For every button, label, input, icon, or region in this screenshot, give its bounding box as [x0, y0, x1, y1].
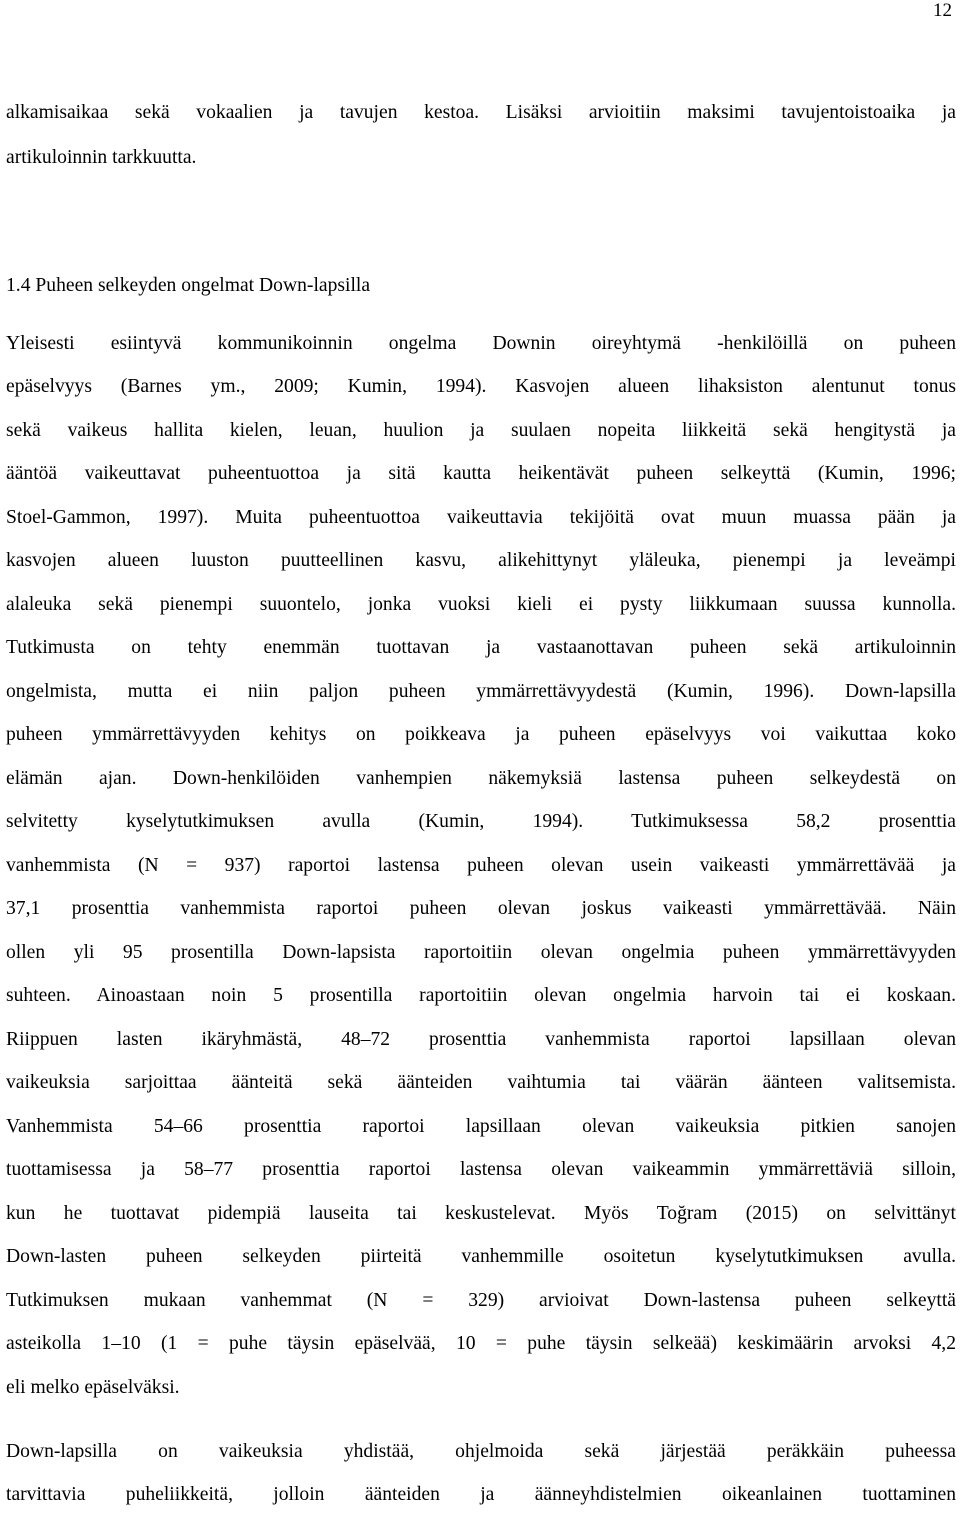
paragraph-line: ääntöä vaikeuttavat puheentuottoa ja sitä kautta heikentävät puheen selkeyttä (Kumin, 1996; [6, 463, 956, 484]
paragraph-line: selvitetty kyselytutkimuksen avulla (Kumin, 1994). Tutkimuksessa 58,2 prosenttia [6, 811, 956, 832]
paragraph-line: vaikeuksia sarjoittaa äänteitä sekä äänteiden vaihtumia tai väärän äänteen valitsemista. [6, 1072, 956, 1093]
paragraph-line: sekä vaikeus hallita kielen, leuan, huulion ja suulaen nopeita liikkeitä sekä hengitystä ja [6, 420, 956, 441]
section-heading: 1.4 Puheen selkeyden ongelmat Down-lapsilla [6, 275, 371, 296]
paragraph-line: alaleuka sekä pienempi suuontelo, jonka vuoksi kieli ei pysty liikkumaan suussa kunnolla. [6, 594, 956, 615]
paragraph-line: asteikolla 1–10 (1 = puhe täysin epäselvää, 10 = puhe täysin selkeää) keskimäärin arvoksi 4,2 [6, 1333, 956, 1354]
paragraph-line: eli melko epäselväksi. [6, 1377, 180, 1398]
paragraph-line: Tutkimusta on tehty enemmän tuottavan ja vastaanottavan puheen sekä artikuloinnin [6, 637, 956, 658]
paragraph-line: suhteen. Ainoastaan noin 5 prosentilla raportoitiin olevan ongelmia harvoin tai ei koskaan. [6, 985, 956, 1006]
paragraph-line: elämän ajan. Down-henkilöiden vanhempien näkemyksiä lastensa puheen selkeydestä on [6, 768, 956, 789]
paragraph-line: vanhemmista (N = 937) raportoi lastensa puheen olevan usein vaikeasti ymmärrettävää ja [6, 855, 956, 876]
paragraph-line: 37,1 prosenttia vanhemmista raportoi puheen olevan joskus vaikeasti ymmärrettävää. Näin [6, 898, 956, 919]
intro-line: artikuloinnin tarkkuutta. [6, 147, 197, 168]
page-number: 12 [933, 0, 952, 21]
paragraph-line: epäselvyys (Barnes ym., 2009; Kumin, 1994). Kasvojen alueen lihaksiston alentunut tonus [6, 376, 956, 397]
paragraph-line: Stoel-Gammon, 1997). Muita puheentuottoa vaikeuttavia tekijöitä ovat muun muassa pään ja [6, 507, 956, 528]
paragraph-line: kun he tuottavat pidempiä lauseita tai keskustelevat. Myös Toğram (2015) on selvittänyt [6, 1203, 956, 1224]
paragraph-line: Down-lasten puheen selkeyden piirteitä vanhemmille osoitetun kyselytutkimuksen avulla. [6, 1246, 956, 1267]
paragraph-line: puheen ymmärrettävyyden kehitys on poikkeava ja puheen epäselvyys voi vaikuttaa koko [6, 724, 956, 745]
paragraph-line: Riippuen lasten ikäryhmästä, 48–72 prosenttia vanhemmista raportoi lapsillaan olevan [6, 1029, 956, 1050]
paragraph-line: Down-lapsilla on vaikeuksia yhdistää, ohjelmoida sekä järjestää peräkkäin puheessa [6, 1441, 956, 1462]
paragraph-line: ongelmista, mutta ei niin paljon puheen ymmärrettävyydestä (Kumin, 1996). Down-lapsilla [6, 681, 956, 702]
paragraph-line: ollen yli 95 prosentilla Down-lapsista raportoitiin olevan ongelmia puheen ymmärrettävyyden [6, 942, 956, 963]
paragraph-line: tuottamisessa ja 58–77 prosenttia raportoi lastensa olevan vaikeammin ymmärrettäviä silloin, [6, 1159, 956, 1180]
paragraph-line: Tutkimuksen mukaan vanhemmat (N = 329) arvioivat Down-lastensa puheen selkeyttä [6, 1290, 956, 1311]
intro-line: alkamisaikaa sekä vokaalien ja tavujen kestoa. Lisäksi arvioitiin maksimi tavujentoistoaika ja [6, 102, 956, 123]
paragraph-line: kasvojen alueen luuston puutteellinen kasvu, alikehittynyt yläleuka, pienempi ja leveämpi [6, 550, 956, 571]
paragraph-line: Yleisesti esiintyvä kommunikoinnin ongelma Downin oireyhtymä -henkilöillä on puheen [6, 333, 956, 354]
paragraph-line: tarvittavia puheliikkeitä, jolloin äänteiden ja äänneyhdistelmien oikeanlainen tuottaminen [6, 1484, 956, 1505]
paragraph-line: Vanhemmista 54–66 prosenttia raportoi lapsillaan olevan vaikeuksia pitkien sanojen [6, 1116, 956, 1137]
